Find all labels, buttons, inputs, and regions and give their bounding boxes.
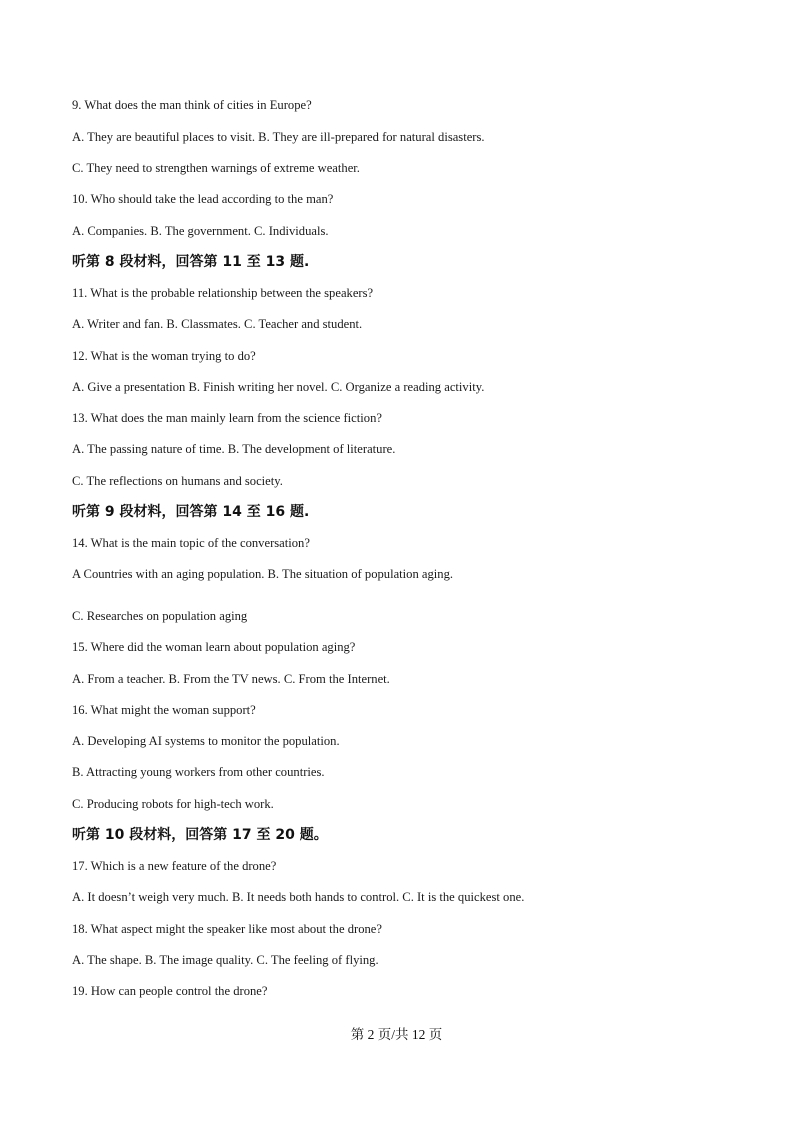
question-18: 18. What aspect might the speaker like most about the drone? xyxy=(72,922,382,936)
question-16: 16. What might the woman support? xyxy=(72,703,256,717)
question-10: 10. Who should take the lead according to the man? xyxy=(72,192,334,206)
question-13-option-c: C. The reflections on humans and society. xyxy=(72,474,283,488)
question-18-options: A. The shape. B. The image quality. C. The feeling of flying. xyxy=(72,953,379,967)
question-11-options: A. Writer and fan. B. Classmates. C. Teacher and student. xyxy=(72,317,363,331)
question-9-options-ab: A. They are beautiful places to visit. B. They are ill-prepared for natural disasters. xyxy=(72,130,485,144)
question-13-options-ab: A. The passing nature of time. B. The development of literature. xyxy=(72,442,396,456)
question-15: 15. Where did the woman learn about population aging? xyxy=(72,640,356,654)
section-heading-8: 听第 8 段材料，回答第 11 至 13 题. xyxy=(72,254,310,270)
question-9: 9. What does the man think of cities in Europe? xyxy=(72,98,312,112)
question-13: 13. What does the man mainly learn from the science fiction? xyxy=(72,411,382,425)
question-12-options: A. Give a presentation B. Finish writing her novel. C. Organize a reading activity. xyxy=(72,380,485,394)
question-14: 14. What is the main topic of the conversation? xyxy=(72,536,310,550)
question-11: 11. What is the probable relationship between the speakers? xyxy=(72,286,374,300)
question-16-option-b: B. Attracting young workers from other countries. xyxy=(72,765,325,779)
question-17-options: A. It doesn’t weigh very much. B. It needs both hands to control. C. It is the quickest one. xyxy=(72,890,525,904)
question-19: 19. How can people control the drone? xyxy=(72,984,268,998)
question-17: 17. Which is a new feature of the drone? xyxy=(72,859,277,873)
question-16-option-a: A. Developing AI systems to monitor the population. xyxy=(72,734,340,748)
question-10-options: A. Companies. B. The government. C. Individuals. xyxy=(72,224,329,238)
section-heading-10: 听第 10 段材料，回答第 17 至 20 题。 xyxy=(72,827,328,843)
question-16-option-c: C. Producing robots for high-tech work. xyxy=(72,797,274,811)
question-9-option-c: C. They need to strengthen warnings of extreme weather. xyxy=(72,161,360,175)
page-number-footer: 第 2 页/共 12 页 xyxy=(350,1027,443,1042)
question-12: 12. What is the woman trying to do? xyxy=(72,349,256,363)
question-14-options-ab: A Countries with an aging population. B. The situation of population aging. xyxy=(72,567,454,581)
section-heading-9: 听第 9 段材料，回答第 14 至 16 题. xyxy=(72,504,310,520)
question-14-option-c: C. Researches on population aging xyxy=(72,609,248,623)
question-15-options: A. From a teacher. B. From the TV news. C. From the Internet. xyxy=(72,672,390,686)
